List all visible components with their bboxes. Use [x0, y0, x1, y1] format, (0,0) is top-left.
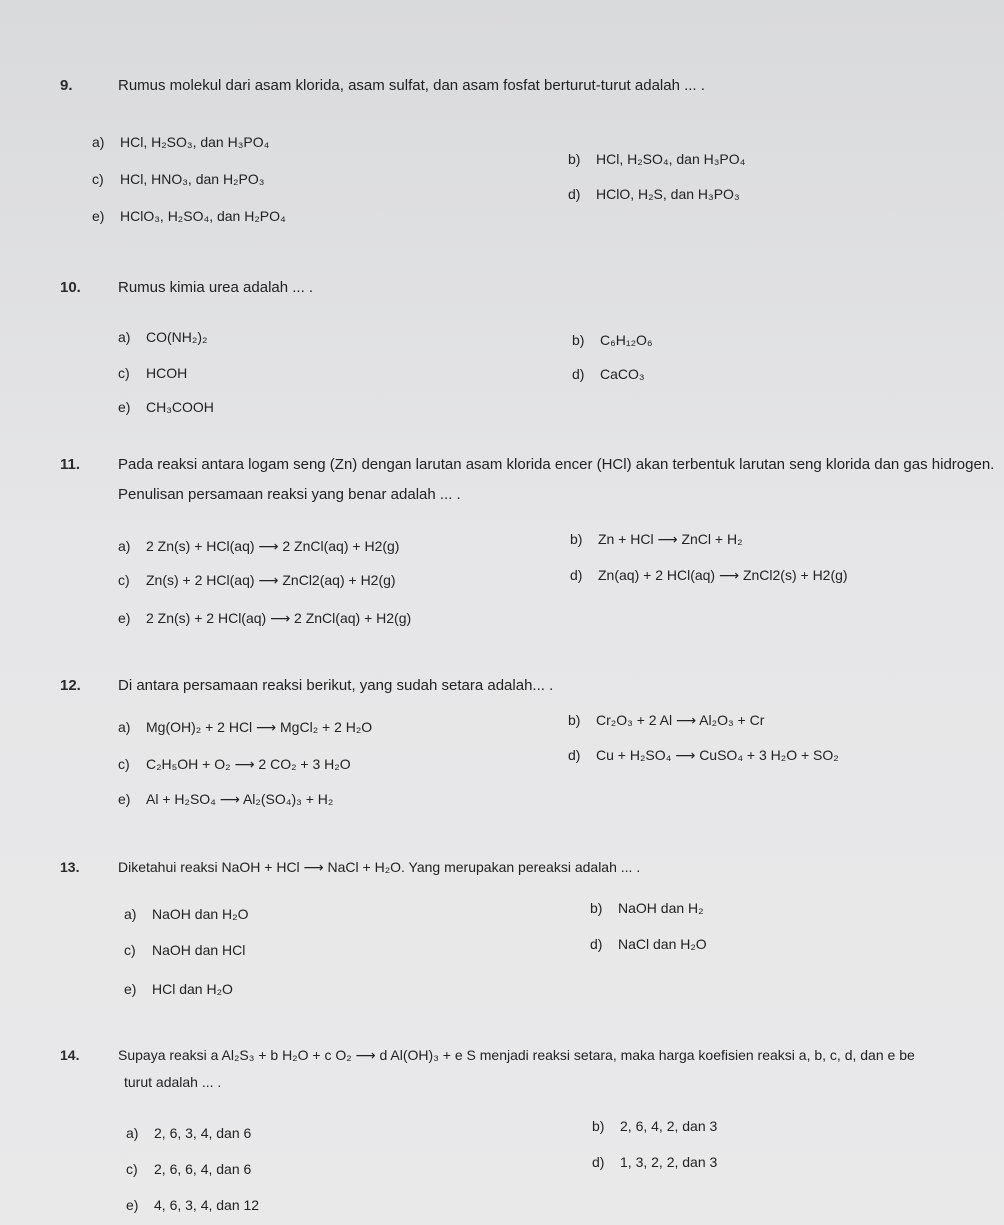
option-12a[interactable]	[118, 718, 372, 736]
option-label: b)	[572, 332, 585, 348]
option-text: Zn(aq) + 2 HCl(aq) ⟶ ZnCl2(s) + H2(g)	[598, 567, 848, 583]
option-9e[interactable]	[92, 207, 286, 225]
option-text: HCOH	[146, 365, 188, 381]
option-text: Zn(s) + 2 HCl(aq) ⟶ ZnCl2(aq) + H2(g)	[146, 572, 396, 588]
question-14-line2: turut adalah ... .	[124, 1074, 222, 1090]
option-label: c)	[118, 572, 130, 588]
question-text: Rumus molekul dari asam klorida, asam sulfat, dan asam fosfat berturut-turut adalah ... .	[118, 77, 705, 94]
question-number: 10.	[60, 279, 81, 296]
option-9c[interactable]	[92, 170, 264, 188]
option-text: 2, 6, 6, 4, dan 6	[154, 1161, 252, 1177]
question-11-line2: Penulisan persamaan reaksi yang benar adalah ... .	[118, 486, 461, 503]
option-text: HClO, H₂S, dan H₃PO₃	[596, 186, 740, 202]
question-number: 12.	[60, 677, 81, 694]
option-label: e)	[92, 208, 105, 224]
option-14c[interactable]	[126, 1160, 251, 1178]
option-label: a)	[124, 906, 137, 922]
option-10d[interactable]	[572, 365, 645, 383]
option-12d[interactable]	[568, 746, 839, 764]
option-label: e)	[124, 981, 137, 997]
option-text: Zn + HCl ⟶ ZnCl + H₂	[598, 531, 743, 547]
question-text: Supaya reaksi a Al₂S₃ + b H₂O + c O₂ ⟶ d Al(OH)₃ + e S menjadi reaksi setara, maka harga koefisien reaksi a, b, c, d, dan e be	[118, 1047, 915, 1063]
option-13d[interactable]	[590, 935, 707, 953]
option-9a[interactable]	[92, 133, 269, 151]
option-label: d)	[572, 366, 585, 382]
option-13a[interactable]	[124, 905, 248, 923]
option-12b[interactable]	[568, 711, 764, 729]
option-text: Al + H₂SO₄ ⟶ Al₂(SO₄)₃ + H₂	[146, 791, 334, 807]
question-9	[60, 76, 705, 96]
option-text: CO(NH₂)₂	[146, 329, 208, 345]
option-14d[interactable]	[592, 1153, 717, 1171]
option-label: b)	[592, 1118, 605, 1134]
question-number: 14.	[60, 1047, 80, 1063]
option-label: a)	[92, 134, 105, 150]
question-number: 9.	[60, 77, 73, 94]
question-10	[60, 278, 313, 298]
option-11d[interactable]	[570, 566, 848, 584]
option-text: Cr₂O₃ + 2 Al ⟶ Al₂O₃ + Cr	[596, 712, 765, 728]
option-text: CH₃COOH	[146, 399, 214, 415]
option-11c[interactable]	[118, 571, 396, 589]
option-label: c)	[118, 756, 130, 772]
option-9d[interactable]	[568, 185, 740, 203]
option-10b[interactable]	[572, 331, 653, 349]
option-label: d)	[590, 936, 603, 952]
option-text: 2, 6, 3, 4, dan 6	[154, 1125, 252, 1141]
option-text: C₂H₅OH + O₂ ⟶ 2 CO₂ + 3 H₂O	[146, 756, 351, 772]
question-text: Di antara persamaan reaksi berikut, yang sudah setara adalah... .	[118, 677, 554, 694]
option-10a[interactable]	[118, 328, 207, 346]
option-11e[interactable]	[118, 609, 411, 627]
option-text: 1, 3, 2, 2, dan 3	[620, 1154, 718, 1170]
option-label: b)	[568, 712, 581, 728]
option-label: e)	[118, 399, 131, 415]
option-text: NaCl dan H₂O	[618, 936, 707, 952]
question-14	[60, 1045, 915, 1065]
option-10c[interactable]	[118, 364, 187, 382]
option-12e[interactable]	[118, 790, 333, 808]
option-text: HCl, H₂SO₄, dan H₃PO₄	[596, 151, 746, 167]
option-label: e)	[118, 791, 131, 807]
option-label: a)	[118, 329, 131, 345]
option-label: c)	[118, 365, 130, 381]
option-text: NaOH dan HCl	[152, 942, 246, 958]
option-label: a)	[118, 719, 131, 735]
option-text: NaOH dan H₂O	[152, 906, 249, 922]
option-text: C₆H₁₂O₆	[600, 332, 653, 348]
option-text: HCl, HNO₃, dan H₂PO₃	[120, 171, 265, 187]
option-13b[interactable]	[590, 899, 704, 917]
question-number: 11.	[60, 456, 81, 473]
option-13c[interactable]	[124, 941, 245, 959]
option-text: 2, 6, 4, 2, dan 3	[620, 1118, 718, 1134]
option-text: NaOH dan H₂	[618, 900, 704, 916]
option-13e[interactable]	[124, 980, 233, 998]
option-text: 4, 6, 3, 4, dan 12	[154, 1197, 260, 1213]
option-text: HCl dan H₂O	[152, 981, 233, 997]
question-11	[60, 455, 994, 475]
option-text: HClO₃, H₂SO₄, dan H₂PO₄	[120, 208, 286, 224]
option-label: b)	[590, 900, 603, 916]
option-text: 2 Zn(s) + HCl(aq) ⟶ 2 ZnCl(aq) + H2(g)	[146, 538, 400, 554]
option-label: d)	[570, 567, 583, 583]
option-label: c)	[124, 942, 136, 958]
question-number: 13.	[60, 859, 80, 875]
option-label: d)	[568, 186, 581, 202]
question-13	[60, 857, 640, 877]
option-label: e)	[118, 610, 131, 626]
option-14e[interactable]	[126, 1196, 259, 1214]
option-11b[interactable]	[570, 530, 743, 548]
option-text: HCl, H₂SO₃, dan H₃PO₄	[120, 134, 270, 150]
option-14a[interactable]	[126, 1124, 251, 1142]
option-label: b)	[568, 151, 581, 167]
question-text: Diketahui reaksi NaOH + HCl ⟶ NaCl + H₂O. Yang merupakan pereaksi adalah ... .	[118, 859, 641, 875]
option-label: d)	[592, 1154, 605, 1170]
option-9b[interactable]	[568, 150, 745, 168]
option-text: CaCO₃	[600, 366, 645, 382]
option-text: Cu + H₂SO₄ ⟶ CuSO₄ + 3 H₂O + SO₂	[596, 747, 839, 763]
option-label: e)	[126, 1197, 139, 1213]
option-label: c)	[92, 171, 104, 187]
option-label: b)	[570, 531, 583, 547]
option-text: 2 Zn(s) + 2 HCl(aq) ⟶ 2 ZnCl(aq) + H2(g)	[146, 610, 412, 626]
option-11a[interactable]	[118, 537, 399, 555]
question-text: Rumus kimia urea adalah ... .	[118, 279, 314, 296]
option-10e[interactable]	[118, 398, 214, 416]
option-text: Mg(OH)₂ + 2 HCl ⟶ MgCl₂ + 2 H₂O	[146, 719, 373, 735]
option-label: d)	[568, 747, 581, 763]
option-label: a)	[118, 538, 131, 554]
option-14b[interactable]	[592, 1117, 717, 1135]
option-12c[interactable]	[118, 755, 351, 773]
question-12	[60, 676, 553, 696]
option-label: a)	[126, 1125, 139, 1141]
option-label: c)	[126, 1161, 138, 1177]
question-text: Pada reaksi antara logam seng (Zn) dengan larutan asam klorida encer (HCl) akan terbentuk larutan seng klorida dan gas hidrogen.	[118, 456, 995, 473]
